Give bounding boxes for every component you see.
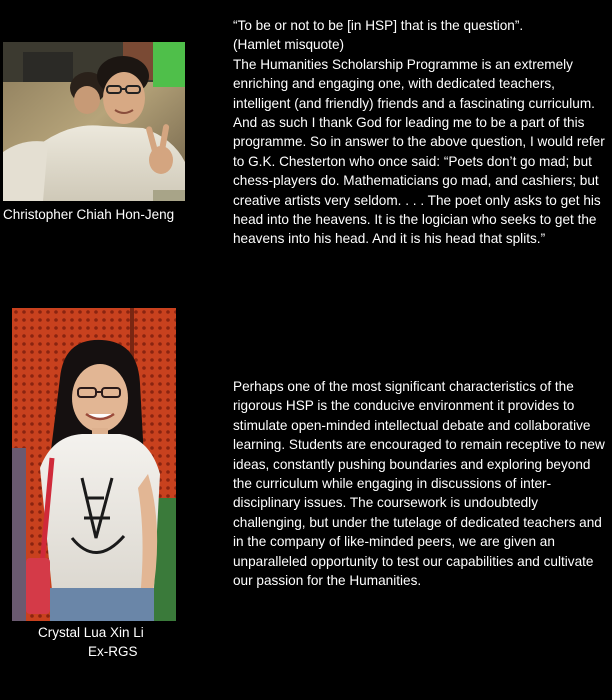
quote-attribution: (Hamlet misquote) <box>233 37 345 53</box>
testimonial-text: Perhaps one of the most significant characteristics of the rigorous HSP is the conducive environment it provides to stimulate open-minded intellectual debate and collaborative learning. Students are encouraged to remain receptive to new ideas, constantly pushing boundaries and exploring beyond the curriculum while engaging in discussions of inter-disciplinary issues. The coursework is undoubtedly challenging, but under the tutelage of dedicated teachers and in the company of like-minded peers, we are given an unparalleled opportunity to test our capabilities and cultivate our passion for the Humanities. <box>233 379 605 589</box>
quote-line: “To be or not to be [in HSP] that is the question”. <box>233 18 524 33</box>
testimonial-christopher <box>233 16 605 249</box>
testimonial-text: The Humanities Scholarship Programme is an extremely enriching and engaging one, with dedicated teachers, intelligent (and friendly) friends and a fascinating curriculum. And as such I thank God for leading me to be a part of this programme. So in answer to the above question, I would refer to G.K. Chesterton who once said: “Poets don’t go mad; but chess-players do. Mathematicians go mad, and cashiers; but creative artists very seldom. . . . The poet only asks to get his head into the heavens. It is the logician who seeks to get the heavens into his head. And it is his head that splits.” <box>233 56 605 247</box>
testimonial-crystal <box>233 377 605 590</box>
profile-name-christopher: Christopher Chiah Hon-Jeng <box>3 207 175 222</box>
profile-photo-christopher <box>3 42 185 201</box>
profile-photo-crystal <box>12 308 176 621</box>
profile-name-crystal: Crystal Lua Xin Li <box>38 625 144 640</box>
student-portrait-photo-icon <box>3 42 185 201</box>
profile-affiliation-crystal: Ex-RGS <box>88 644 138 659</box>
student-portrait-photo-icon <box>12 308 176 621</box>
